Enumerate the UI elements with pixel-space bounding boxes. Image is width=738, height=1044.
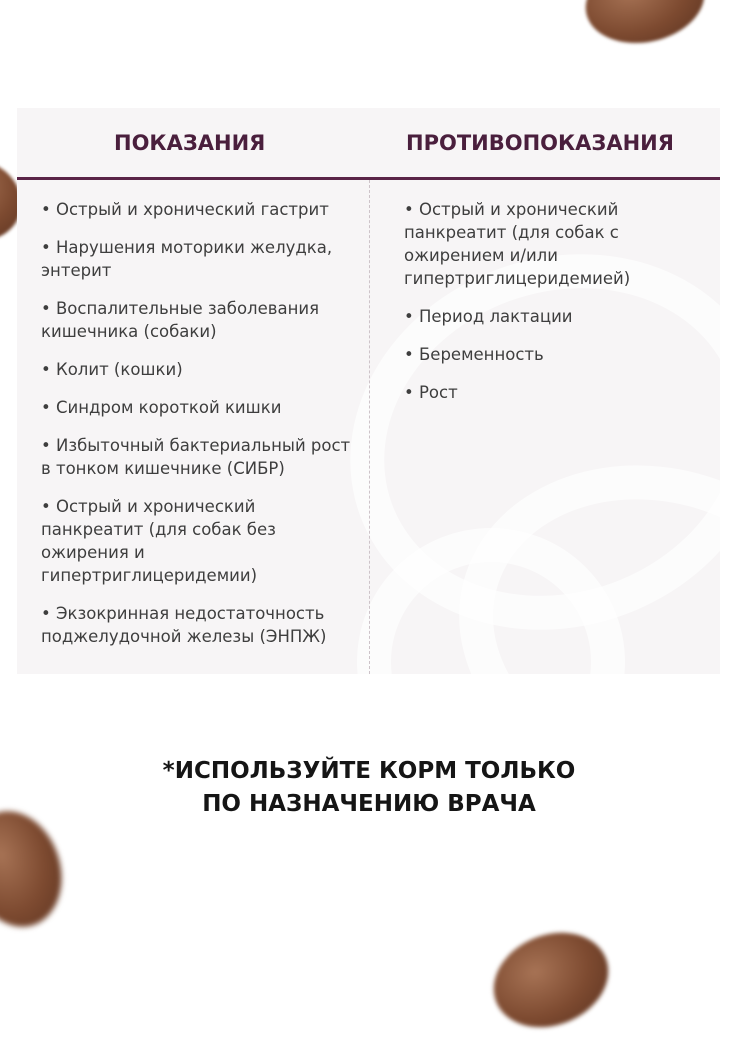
contraindications-heading: ПРОТИВОПОКАЗАНИЯ: [406, 131, 674, 155]
list-item: • Острый и хронический гастрит: [41, 198, 361, 221]
list-item: • Период лактации: [404, 305, 709, 328]
indications-list: [41, 198, 361, 663]
column-divider: [369, 180, 370, 674]
kibble-image-bottom-right: [479, 916, 622, 1044]
list-item: • Синдром короткой кишки: [41, 396, 361, 419]
list-item: • Экзокринная недостаточность поджелудочной железы (ЭНПЖ): [41, 602, 361, 648]
list-item: • Рост: [404, 381, 709, 404]
contraindications-list: [404, 198, 709, 419]
notice-line: *ИСПОЛЬЗУЙТЕ КОРМ ТОЛЬКО: [162, 758, 576, 784]
vet-prescription-notice: [0, 755, 738, 821]
list-item: • Острый и хронический панкреатит (для собак без ожирения и гипертриглицеридемии): [41, 495, 361, 587]
list-item: • Беременность: [404, 343, 709, 366]
list-item: • Острый и хронический панкреатит (для собак с ожирением и/или гипертриглицеридемией): [404, 198, 709, 290]
list-item: • Нарушения моторики желудка, энтерит: [41, 236, 361, 282]
indications-heading: ПОКАЗАНИЯ: [114, 131, 266, 155]
kibble-image-top-right: [578, 0, 712, 54]
indications-panel: [17, 108, 720, 674]
list-item: • Воспалительные заболевания кишечника (собаки): [41, 297, 361, 343]
list-item: • Избыточный бактериальный рост в тонком кишечнике (СИБР): [41, 434, 361, 480]
notice-line: ПО НАЗНАЧЕНИЮ ВРАЧА: [202, 791, 536, 817]
list-item: • Колит (кошки): [41, 358, 361, 381]
